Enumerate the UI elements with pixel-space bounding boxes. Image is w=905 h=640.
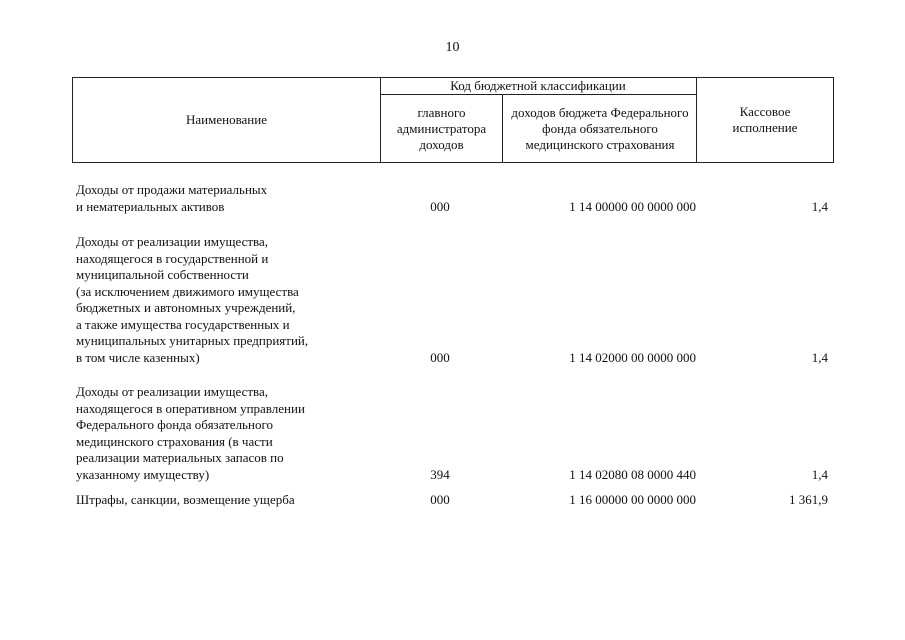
header-admin: главного администратора доходов [396,104,487,152]
row-name: Доходы от продажи материальных и нематериальных активов [76,182,268,214]
header-budget-code: Код бюджетной классификации [450,78,626,93]
row-admin-code: 000 [430,491,450,507]
row-budget-code: 1 14 02080 08 0000 440 [569,466,696,482]
row-budget-code: 1 14 02000 00 0000 000 [569,349,696,365]
table-row [76,491,832,508]
header-fund-income: доходов бюджета Федерального фонда обязательного медицинского страхования [511,104,689,152]
header-divider [502,95,503,162]
table-row [76,232,832,366]
row-value: 1 361,9 [789,491,828,507]
table-header [72,77,834,163]
table-row [76,382,832,483]
row-value: 1,4 [811,466,828,482]
row-name: Доходы от реализации имущества, находящегося в оперативном управлении Федерального фонда обязательного медицинского страхования (в части реализации материальных запасов по указанному имуществу) [76,384,305,482]
row-admin-code: 394 [430,466,450,482]
row-value: 1,4 [811,198,828,214]
row-value: 1,4 [811,349,828,365]
row-name: Штрафы, санкции, возмещение ущерба [76,491,295,507]
row-budget-code: 1 16 00000 00 0000 000 [569,491,696,507]
row-admin-code: 000 [430,349,450,365]
header-name: Наименование [186,112,267,127]
header-execution: Кассовое исполнение [732,104,798,135]
page-number: 10 [445,40,460,55]
row-name: Доходы от реализации имущества, находящегося в государственной и муниципальной собственности (за исключением движимого имущества бюджетных и автономных учреждений, а также имущества государственных и муниципальных унитарных предприятий, в том числе казенных) [76,234,309,365]
header-divider [696,78,697,162]
row-budget-code: 1 14 00000 00 0000 000 [569,198,696,214]
row-admin-code: 000 [430,198,450,214]
table-row [76,181,832,215]
